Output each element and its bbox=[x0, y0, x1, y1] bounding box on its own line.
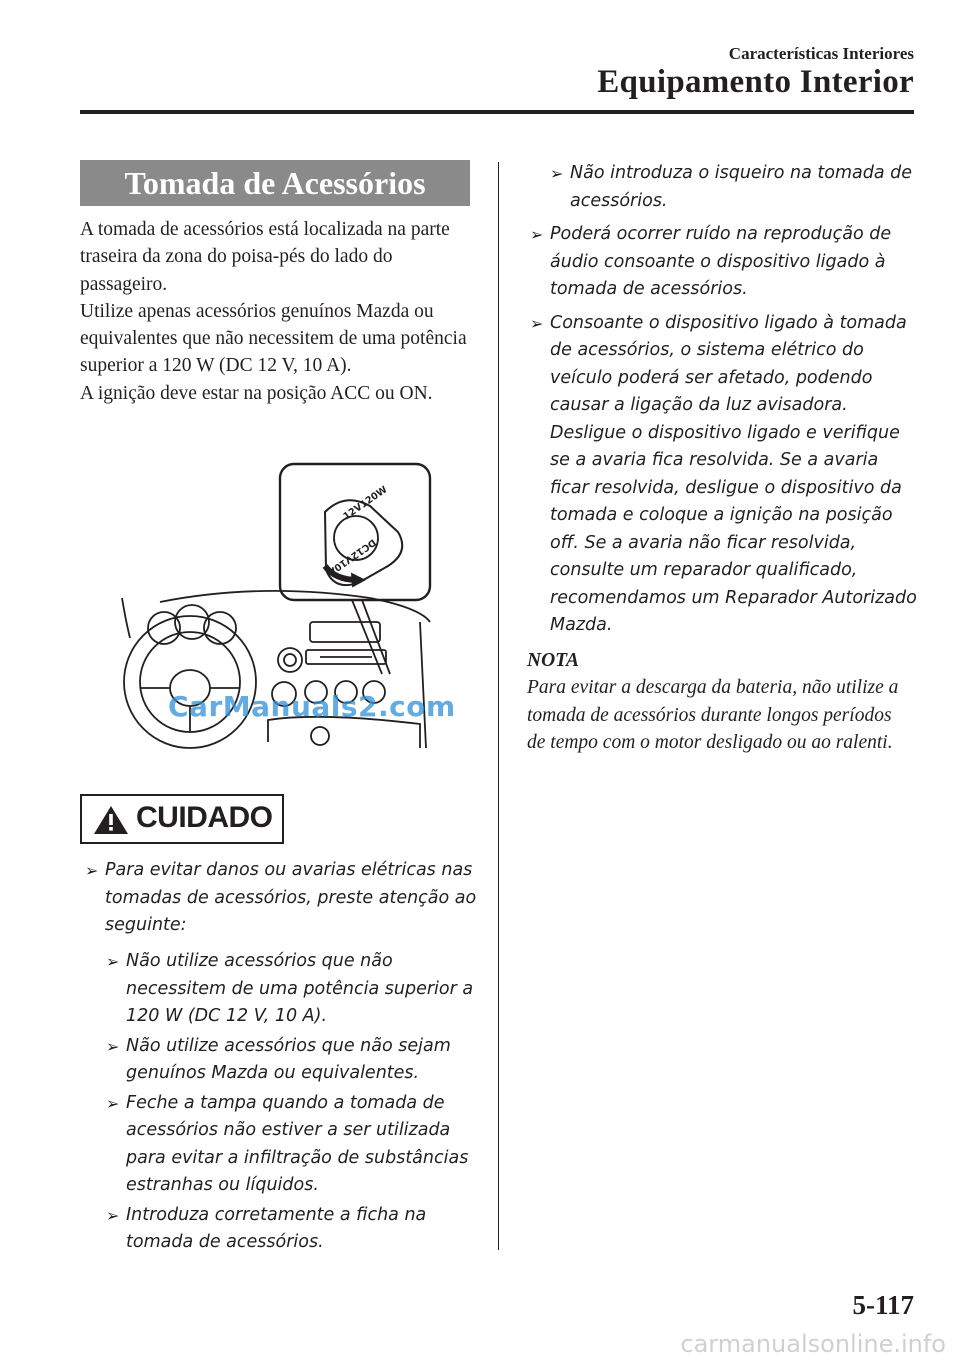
warning-sub-item: ➢ Introduza corretamente a ficha na tomada de acessórios. bbox=[106, 1202, 476, 1257]
warning-sub-item: ➢ Não introduza o isqueiro na tomada de acessórios. bbox=[550, 160, 922, 215]
section-body bbox=[80, 216, 480, 407]
section-title: Tomada de Acessórios bbox=[80, 160, 470, 206]
warning-intro-item: ➢ Para evitar danos ou avarias elétricas nas tomadas de acessórios, preste atenção ao seguinte: bbox=[85, 857, 477, 940]
note-label: NOTA bbox=[527, 650, 580, 671]
warning-sub-item: ➢ Não utilize acessórios que não necessitem de uma potência superior a 120 W (DC 12 V, 10 A). bbox=[106, 948, 476, 1031]
warning-triangle-icon bbox=[92, 804, 130, 836]
chapter-subtitle: Características Interiores bbox=[728, 44, 914, 63]
page-number: 5-117 bbox=[852, 1290, 914, 1320]
header-rule bbox=[80, 110, 914, 114]
note-text: Para evitar a descarga da bateria, não utilize a tomada de acessórios durante longos períodos de tempo com o motor desligado ou ao ralenti. bbox=[527, 677, 899, 753]
socket-label-rating: DC12V10A bbox=[325, 536, 378, 578]
warning-item: ➢ Poderá ocorrer ruído na reprodução de áudio consoante o dispositivo ligado à tomada de acessórios. bbox=[530, 221, 922, 304]
warning-sub-list bbox=[106, 948, 476, 1259]
warning-item: ➢ Consoante o dispositivo ligado à tomada de acessórios, o sistema elétrico do veículo poderá ser afetado, podendo causar a ligação da luz avisadora. Desligue o dispositivo ligado e verifique se a avaria fica resolvida. Se a avaria ficar resolvida, desligue o dispositivo da tomada e coloque a ignição na posição off. Se a avaria não ficar resolvida, consulte um reparador qualificado, recomendamos um Reparador Autorizado Mazda. bbox=[530, 310, 922, 640]
figure-watermark: CarManuals2.com bbox=[168, 690, 456, 723]
site-watermark: carmanualsonline.info bbox=[680, 1330, 946, 1358]
warning-box bbox=[80, 794, 284, 844]
warning-sub-item: ➢ Não utilize acessórios que não sejam genuínos Mazda ou equivalentes. bbox=[106, 1033, 476, 1088]
note-block bbox=[527, 647, 907, 756]
chapter-title: Equipamento Interior bbox=[597, 64, 914, 100]
warning-label: CUIDADO bbox=[136, 801, 273, 834]
body-paragraph-2: Utilize apenas acessórios genuínos Mazda ou equivalentes que não necessitem de uma potência superior a 120 W (DC 12 V, 10 A). bbox=[80, 300, 467, 377]
warning-sub-item: ➢ Feche a tampa quando a tomada de acessórios não estiver a ser utilizada para evitar a infiltração de substâncias estranhas ou líquidos. bbox=[106, 1090, 476, 1200]
warning-list-continued bbox=[530, 160, 922, 642]
socket-label-power: 12V120W bbox=[341, 484, 390, 523]
column-divider bbox=[498, 162, 499, 1250]
warning-intro bbox=[85, 857, 477, 942]
body-paragraph-1: A tomada de acessórios está localizada na parte traseira da zona do poisa-pés do lado do passageiro. bbox=[80, 219, 450, 295]
body-paragraph-3: A ignição deve estar na posição ACC ou ON. bbox=[80, 382, 433, 404]
